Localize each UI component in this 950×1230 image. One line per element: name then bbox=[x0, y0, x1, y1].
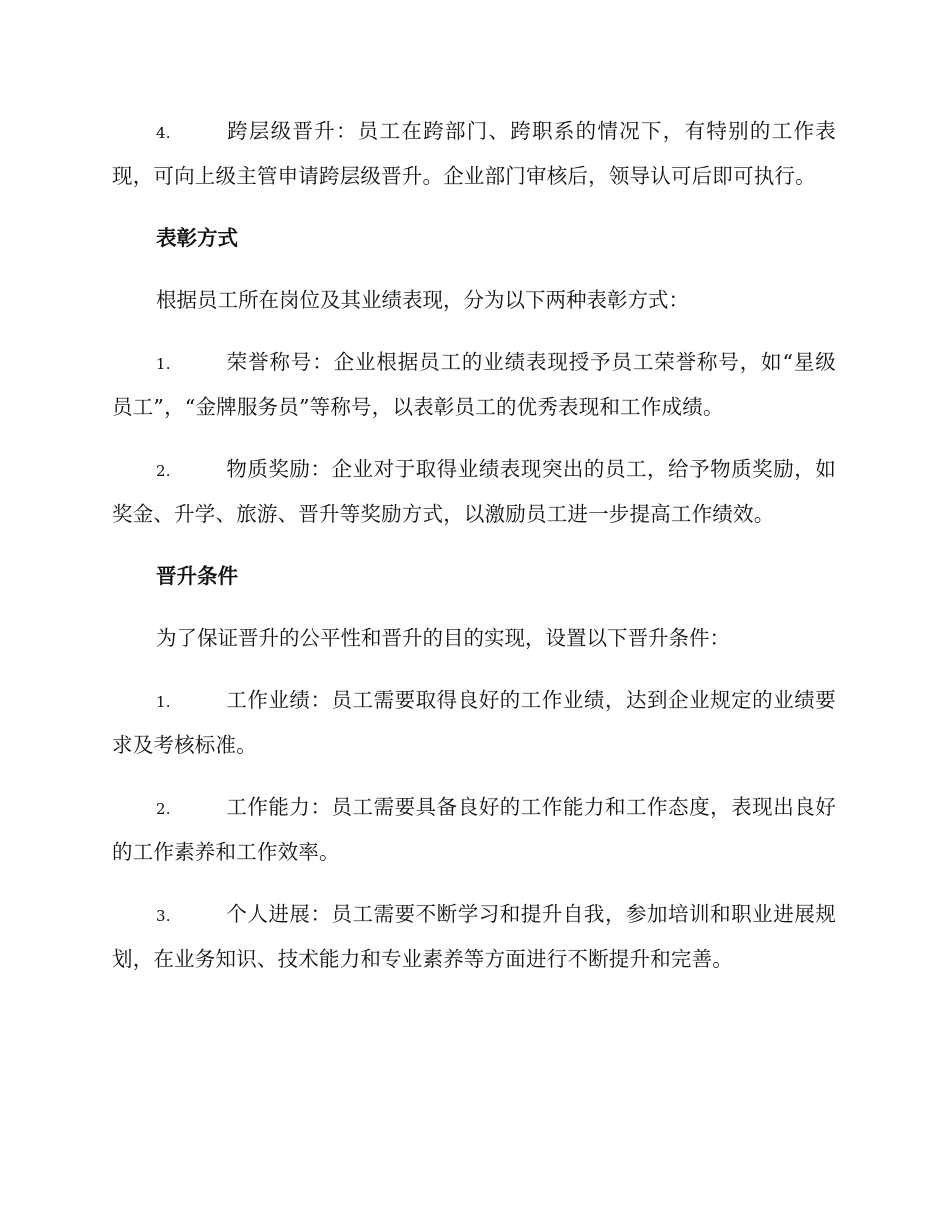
list-item bbox=[112, 448, 836, 536]
list-number: 2. bbox=[156, 462, 171, 480]
list-number: 4. bbox=[156, 124, 171, 142]
section-intro-commendation: 根据员工所在岗位及其业绩表现，分为以下两种表彰方式： bbox=[156, 288, 689, 312]
list-item bbox=[112, 893, 836, 981]
list-item bbox=[112, 110, 836, 198]
section-heading-commendation: 表彰方式 bbox=[156, 226, 238, 250]
section-heading-promotion: 晋升条件 bbox=[156, 564, 238, 588]
list-number: 1. bbox=[156, 693, 171, 711]
document-body bbox=[112, 110, 836, 1000]
list-item bbox=[112, 679, 836, 767]
list-text: 物质奖励：企业对于取得业绩表现突出的员工，给予物质奖励，如奖金、升学、旅游、晋升等奖励方式，以激励员工进一步提高工作绩效。 bbox=[112, 457, 836, 526]
list-item bbox=[112, 786, 836, 874]
list-number: 3. bbox=[156, 907, 171, 925]
list-number: 1. bbox=[156, 355, 171, 373]
section-intro-promotion: 为了保证晋升的公平性和晋升的目的实现，设置以下晋升条件： bbox=[156, 626, 730, 650]
list-text: 个人进展：员工需要不断学习和提升自我，参加培训和职业进展规划，在业务知识、技术能力和专业素养等方面进行不断提升和完善。 bbox=[112, 902, 836, 971]
list-number: 2. bbox=[156, 800, 171, 818]
list-text: 工作业绩：员工需要取得良好的工作业绩，达到企业规定的业绩要求及考核标准。 bbox=[112, 688, 836, 757]
list-text: 荣誉称号：企业根据员工的业绩表现授予员工荣誉称号，如“星级员工”，“金牌服务员”等称号，以表彰员工的优秀表现和工作成绩。 bbox=[112, 350, 836, 419]
list-item bbox=[112, 341, 836, 429]
list-text: 工作能力：员工需要具备良好的工作能力和工作态度，表现出良好的工作素养和工作效率。 bbox=[112, 795, 836, 864]
list-text: 跨层级晋升：员工在跨部门、跨职系的情况下，有特别的工作表现，可向上级主管申请跨层级晋升。企业部门审核后，领导认可后即可执行。 bbox=[112, 119, 836, 188]
